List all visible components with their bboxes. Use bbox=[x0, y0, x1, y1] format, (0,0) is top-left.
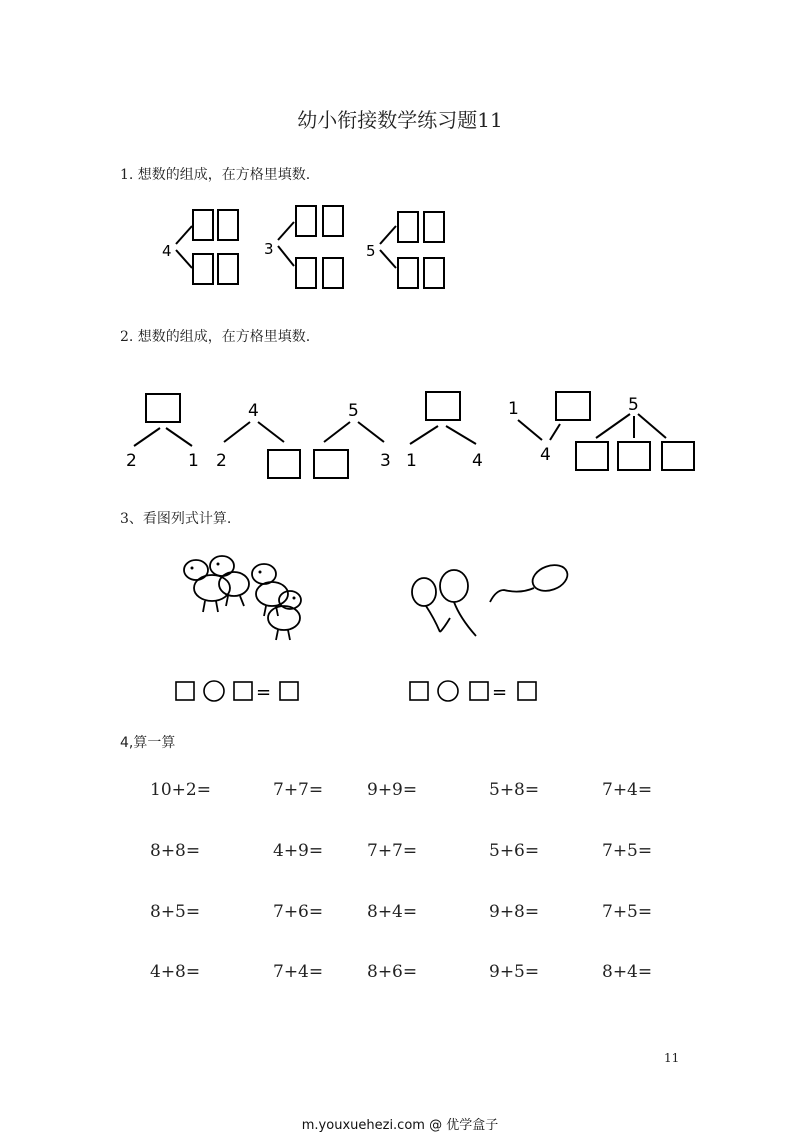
q4-cell: 8+4= bbox=[367, 902, 418, 922]
q2-heading: 2. 想数的组成，在方格里填数. bbox=[120, 329, 311, 345]
q1-number-1: 4 bbox=[162, 242, 172, 260]
q4-cell: 9+8= bbox=[489, 902, 540, 922]
q3-heading: 3、看图列式计算. bbox=[120, 511, 232, 527]
q2-t6-top: 5 bbox=[628, 395, 639, 415]
q4-cell: 4+8= bbox=[150, 962, 201, 982]
q4-cell: 9+9= bbox=[367, 780, 418, 800]
q4-cell: 10+2= bbox=[150, 780, 211, 800]
q3-eq2-equals: = bbox=[492, 682, 508, 703]
q4-cell: 5+6= bbox=[489, 841, 540, 861]
q1-heading: 1. 想数的组成，在方格里填数. bbox=[120, 167, 311, 183]
q4-cell: 8+8= bbox=[150, 841, 201, 861]
q4-cell: 7+4= bbox=[602, 780, 653, 800]
q2-t4-left: 1 bbox=[406, 451, 417, 471]
q4-cell: 7+4= bbox=[273, 962, 324, 982]
q4-cell: 9+5= bbox=[489, 962, 540, 982]
q1-number-3: 5 bbox=[366, 242, 376, 260]
q4-cell: 4+9= bbox=[273, 841, 324, 861]
chicks-picture bbox=[160, 548, 320, 648]
page-number: 11 bbox=[664, 1051, 680, 1065]
q4-heading: 4,算一算 bbox=[120, 735, 176, 751]
q2-t3-top: 5 bbox=[348, 401, 359, 421]
q2-t5-right: 4 bbox=[540, 445, 551, 465]
q2-t1-right: 1 bbox=[188, 451, 199, 471]
q4-cell: 8+4= bbox=[602, 962, 653, 982]
q2-t2-top: 4 bbox=[248, 401, 259, 421]
q3-equation-2 bbox=[404, 676, 544, 706]
page-title: 幼小衔接数学练习题11 bbox=[297, 108, 503, 132]
q4-cell: 5+8= bbox=[489, 780, 540, 800]
q4-cell: 7+5= bbox=[602, 841, 653, 861]
balloons-picture bbox=[400, 558, 580, 648]
q1-number-2: 3 bbox=[264, 240, 274, 258]
q2-t1-left: 2 bbox=[126, 451, 137, 471]
q4-cell: 8+5= bbox=[150, 902, 201, 922]
q2-t2-left: 2 bbox=[216, 451, 227, 471]
footer-watermark: m.youxuehezi.com @ 优学盒子 bbox=[301, 1118, 499, 1133]
q2-figures bbox=[110, 380, 710, 490]
q2-t5-left: 1 bbox=[508, 399, 519, 419]
q2-t4-right: 4 bbox=[472, 451, 483, 471]
q4-cell: 7+5= bbox=[602, 902, 653, 922]
q3-eq1-equals: = bbox=[256, 682, 272, 703]
q2-t3-right: 3 bbox=[380, 451, 391, 471]
q4-cell: 7+7= bbox=[367, 841, 418, 861]
q3-equation-1 bbox=[170, 676, 310, 706]
q1-figures bbox=[150, 200, 470, 300]
q4-cell: 8+6= bbox=[367, 962, 418, 982]
q4-cell: 7+7= bbox=[273, 780, 324, 800]
q4-cell: 7+6= bbox=[273, 902, 324, 922]
